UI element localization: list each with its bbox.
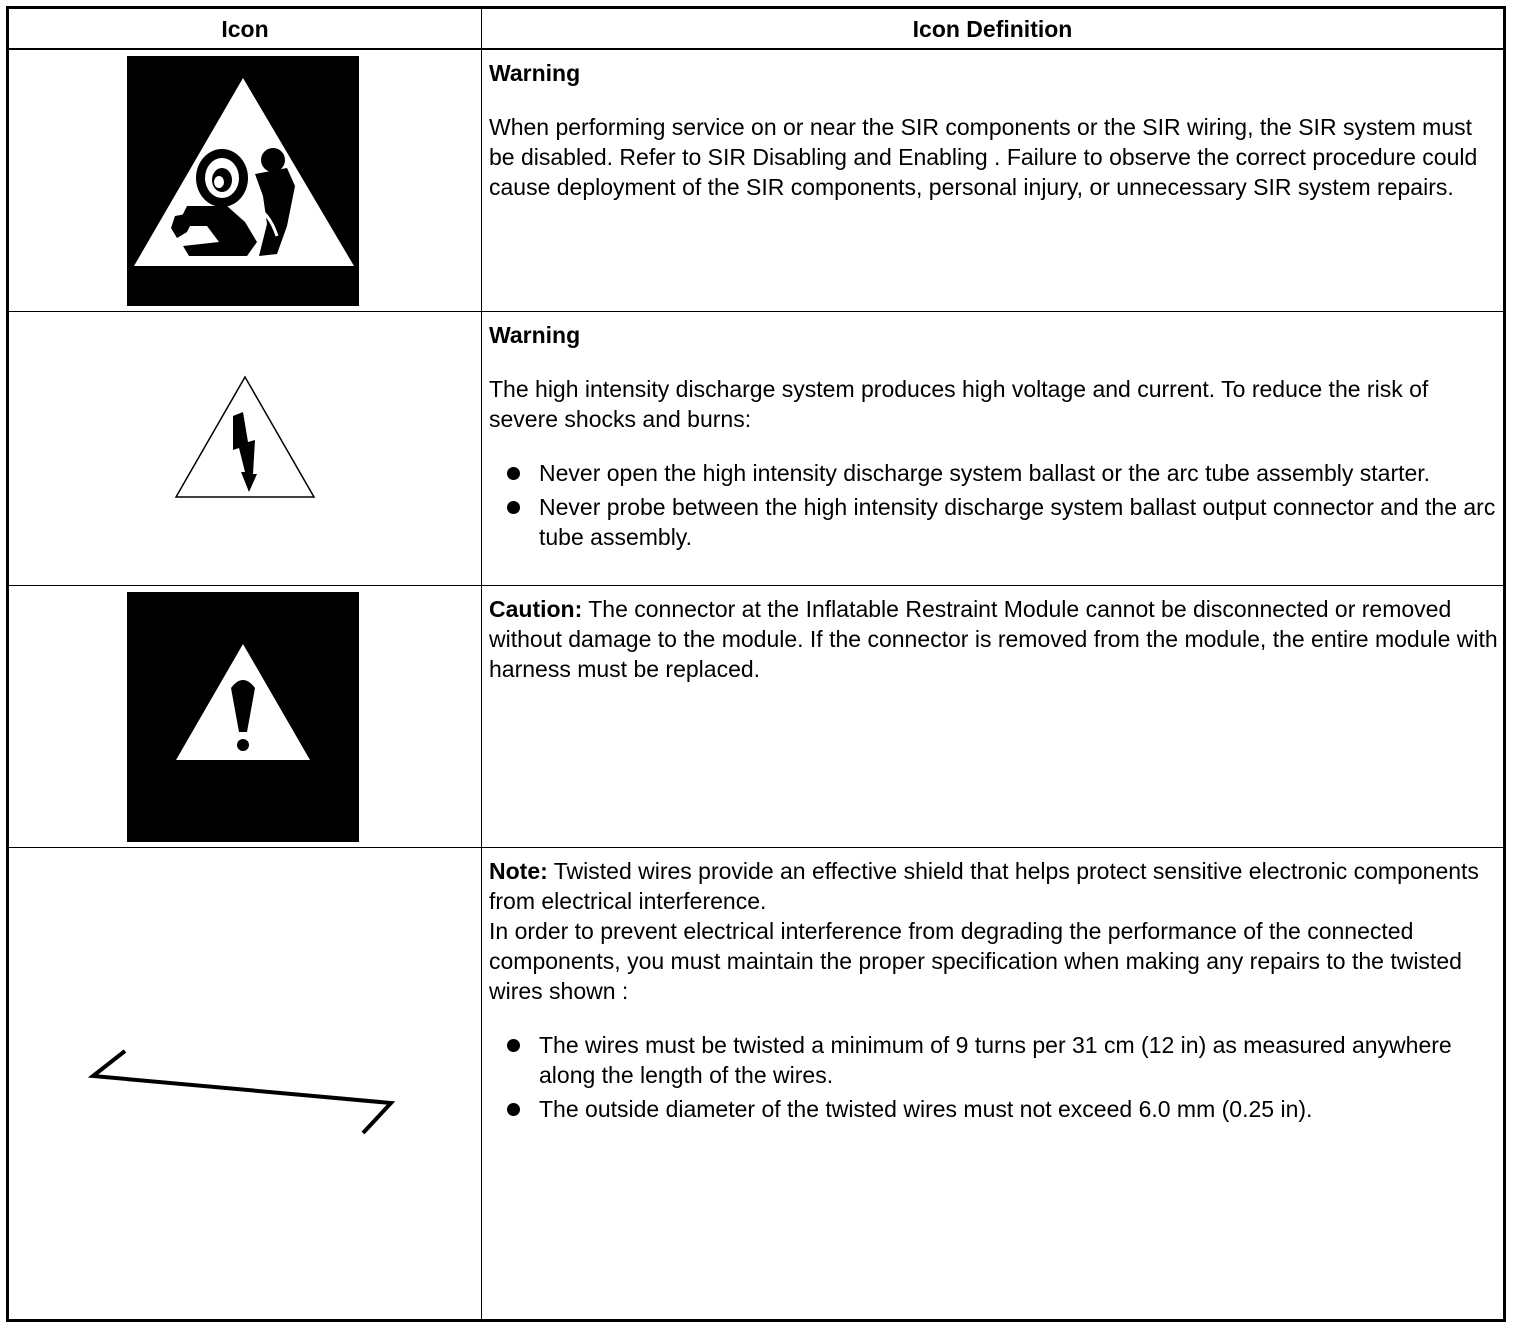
row-body: When performing service on or near the SIR components or the SIR wiring, the SIR system must be disabled. Refer to SIR Disabling and Enabling . Failure to observe the correct procedure could cause deployment of the SIR components, personal injury, or unnecessary SIR system repairs. — [489, 114, 1478, 200]
caution-exclamation-icon — [127, 592, 359, 842]
row-body-continued: In order to prevent electrical interference from degrading the performance of the connected components, you must maintain the proper specification when making any repairs to the twisted wires shown : — [489, 918, 1462, 1004]
row-body: Note: Twisted wires provide an effective shield that helps protect sensitive electronic components from electrical interference. — [489, 858, 1479, 914]
row-title: Warning — [489, 60, 581, 86]
row-title: Warning — [489, 322, 581, 348]
table-row-note — [9, 848, 1503, 1319]
bullet-list — [489, 1030, 1503, 1124]
table-header — [9, 9, 1503, 50]
high-voltage-warning-icon — [173, 374, 317, 500]
table-row-high-voltage-warning — [9, 312, 1503, 586]
list-item: Never probe between the high intensity discharge system ballast output connector and the arc tube assembly. — [489, 492, 1503, 552]
table-row-airbag-warning — [9, 50, 1503, 312]
caution-label: Caution: — [489, 596, 583, 622]
note-label: Note: — [489, 858, 548, 884]
list-item: The outside diameter of the twisted wires must not exceed 6.0 mm (0.25 in). — [489, 1094, 1503, 1124]
row-body: Caution: The connector at the Inflatable Restraint Module cannot be disconnected or removed without damage to the module. If the connector is removed from the module, the entire module with harness must be replaced. — [489, 596, 1498, 682]
bullet-list — [489, 458, 1503, 552]
header-icon-column: Icon — [221, 16, 269, 42]
table-row-caution — [9, 586, 1503, 848]
header-definition-column: Icon Definition — [912, 16, 1073, 42]
twisted-wire-icon — [87, 1043, 397, 1138]
icon-definition-table — [6, 6, 1506, 1322]
list-item: The wires must be twisted a minimum of 9 turns per 31 cm (12 in) as measured anywhere along the length of the wires. — [489, 1030, 1503, 1090]
list-item: Never open the high intensity discharge system ballast or the arc tube assembly starter. — [489, 458, 1503, 488]
airbag-warning-icon — [127, 56, 359, 306]
row-body: The high intensity discharge system produces high voltage and current. To reduce the risk of severe shocks and burns: — [489, 376, 1429, 432]
